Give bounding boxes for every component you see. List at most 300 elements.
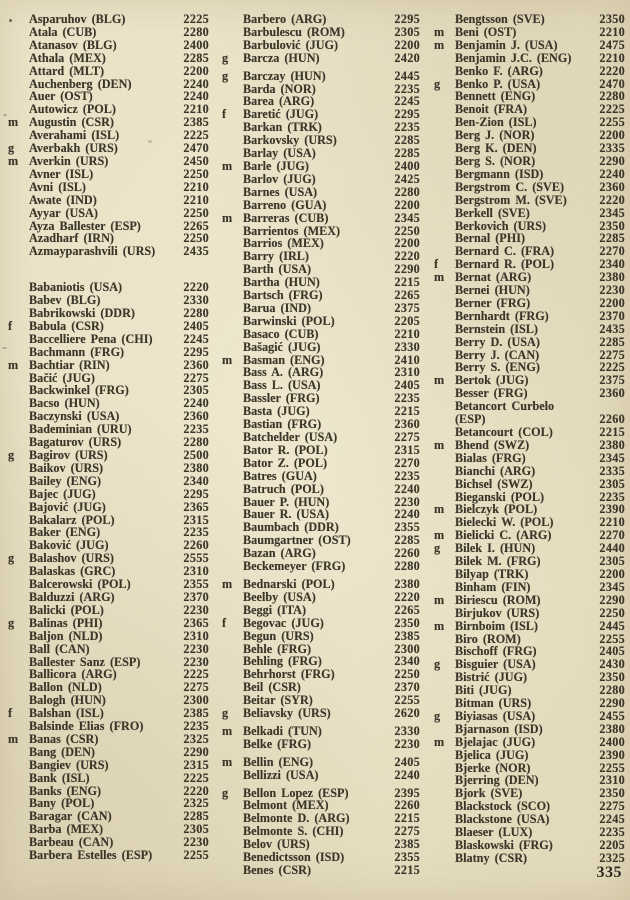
- player-rating: 2235: [183, 525, 209, 540]
- player-name: Ballester Sanz (ESP): [29, 654, 141, 669]
- player-name: Barth (USA): [243, 262, 312, 277]
- player-name: Belmonte S. (CHI): [243, 824, 344, 839]
- player-name: Berner (FRG): [455, 295, 531, 310]
- player-rating: 2300: [183, 693, 209, 708]
- player-rating: 2330: [394, 339, 420, 354]
- player-name: Basman (ENG): [243, 352, 325, 367]
- rating-row: [434, 52, 625, 65]
- rating-list-column-2: [222, 13, 420, 877]
- player-rating: 2245: [394, 94, 420, 109]
- rating-row: [222, 630, 420, 643]
- title-flag: g: [8, 551, 15, 566]
- title-flag: m: [434, 734, 445, 749]
- rating-list-column-3: [434, 13, 625, 865]
- player-name: Bakalarz (POL): [29, 512, 115, 527]
- player-name: Ballicora (ARG): [29, 667, 117, 682]
- player-rating: 2245: [183, 331, 209, 346]
- player-rating: 2345: [599, 579, 625, 594]
- rating-row: [222, 769, 420, 782]
- player-rating: 2210: [183, 179, 209, 194]
- player-rating: 2285: [394, 533, 420, 548]
- rating-row: [8, 604, 209, 617]
- player-name: Beitar (SYR): [243, 693, 313, 708]
- rating-row: [434, 568, 625, 581]
- player-rating: 2350: [394, 615, 420, 630]
- player-rating: 2285: [394, 133, 420, 148]
- player-name: Barbero (ARG): [243, 12, 327, 26]
- player-name: Baczynski (USA): [29, 409, 120, 424]
- player-name: Bator R. (POL): [243, 442, 328, 457]
- player-name: Bennett (ENG): [455, 89, 536, 104]
- player-rating: 2235: [183, 422, 209, 437]
- player-name: Bilyap (TRK): [455, 566, 529, 581]
- player-name: Bielecki W. (POL): [455, 515, 554, 530]
- player-name: Averbakh (URS): [29, 141, 118, 156]
- player-rating: 2425: [394, 171, 420, 186]
- player-name: Blaeser (LUX): [455, 825, 533, 840]
- scan-speck: [3, 114, 7, 116]
- player-name: Atanasov (BLG): [29, 37, 117, 52]
- player-name: Berg S. (NOR): [455, 153, 536, 168]
- player-rating: 2445: [394, 68, 420, 83]
- player-rating: 2285: [599, 231, 625, 246]
- player-name: Azadharf (IRN): [29, 231, 114, 246]
- title-flag: g: [434, 708, 441, 723]
- player-rating: 2290: [183, 744, 209, 759]
- player-rating: 2235: [599, 825, 625, 840]
- rating-row: [222, 212, 420, 225]
- player-name: Baljon (NLD): [29, 628, 103, 643]
- player-name: Birnboim (ISL): [455, 618, 538, 633]
- player-rating: 2290: [394, 262, 420, 277]
- player-name: Bhend (SWZ): [455, 437, 530, 452]
- player-name: Bergstrom M. (SVE): [455, 192, 567, 207]
- player-name: Batruch (POL): [243, 481, 324, 496]
- player-name: Bademinian (URU): [29, 422, 132, 437]
- player-rating: 2325: [183, 731, 209, 746]
- player-rating: 2290: [599, 153, 625, 168]
- player-rating: 2365: [183, 499, 209, 514]
- player-rating: 2345: [599, 205, 625, 220]
- rating-row: [434, 697, 625, 710]
- player-rating: 2270: [394, 455, 420, 470]
- player-name: Bastian (FRG): [243, 417, 322, 432]
- player-name: Barkan (TRK): [243, 120, 322, 135]
- player-rating: 2310: [599, 773, 625, 788]
- player-name: Barba (MEX): [29, 822, 104, 837]
- title-flag: g: [222, 706, 229, 721]
- rating-row: [434, 852, 625, 865]
- player-rating: 2285: [183, 50, 209, 65]
- rating-row: [434, 336, 625, 349]
- title-flag: m: [434, 270, 445, 285]
- player-rating: 2270: [599, 244, 625, 259]
- rating-row: [434, 323, 625, 336]
- player-rating: 2220: [599, 63, 625, 78]
- player-name: Bernard R. (POL): [455, 257, 555, 272]
- title-flag: f: [222, 107, 227, 122]
- player-name: Babrikowski (DDR): [29, 306, 135, 321]
- player-name: Barlay (USA): [243, 146, 316, 161]
- player-name: Berg K. (DEN): [455, 141, 537, 156]
- player-rating: 2215: [394, 863, 420, 877]
- rating-row: [434, 65, 625, 78]
- player-name: Beckemeyer (FRG): [243, 559, 346, 574]
- player-name: Blaskowski (FRG): [455, 838, 553, 852]
- player-name: Barkovsky (URS): [243, 133, 337, 148]
- player-rating: 2360: [183, 409, 209, 424]
- rating-row: [434, 594, 625, 607]
- player-rating: 2380: [183, 460, 209, 475]
- rating-row: [8, 462, 209, 475]
- player-rating: 2380: [394, 576, 420, 591]
- player-rating: 2215: [394, 404, 420, 419]
- rating-row: [222, 738, 420, 751]
- player-name: Betancourt (COL): [455, 425, 553, 439]
- player-rating: 2240: [183, 89, 209, 104]
- player-rating: 2345: [394, 210, 420, 225]
- player-rating: 2385: [394, 628, 420, 643]
- player-name: Biti (JUG): [455, 683, 512, 698]
- player-name: Bianchi (ARG): [455, 463, 536, 478]
- player-rating: 2360: [183, 357, 209, 372]
- player-name: Barczay (HUN): [243, 68, 326, 83]
- title-flag: f: [222, 615, 227, 630]
- player-name: Bellon Lopez (ESP): [243, 785, 349, 800]
- player-name: Bagaturov (URS): [29, 435, 122, 450]
- rating-row: [8, 772, 209, 785]
- rating-row: [222, 52, 420, 65]
- player-rating: 2225: [599, 102, 625, 117]
- rating-row: [8, 591, 209, 604]
- player-rating: 2240: [394, 767, 420, 782]
- player-rating: 2240: [183, 76, 209, 91]
- player-rating: 2265: [394, 602, 420, 617]
- rating-row: [222, 186, 420, 199]
- player-rating: 2330: [183, 293, 209, 308]
- rating-row: [222, 160, 420, 173]
- player-rating: 2280: [183, 24, 209, 39]
- player-rating: 2285: [394, 146, 420, 161]
- title-flag: m: [434, 502, 445, 517]
- player-name: Asparuhov (BLG): [29, 12, 126, 26]
- player-rating: 2360: [599, 179, 625, 194]
- rating-row: [8, 245, 209, 258]
- rating-row: [222, 457, 420, 470]
- rating-row: [222, 483, 420, 496]
- player-rating: 2340: [183, 473, 209, 488]
- player-rating: 2235: [394, 81, 420, 96]
- rating-row: [222, 328, 420, 341]
- player-rating: 2275: [599, 799, 625, 814]
- player-name: Betancort Curbelo: [455, 399, 555, 414]
- player-rating: 2400: [183, 37, 209, 52]
- title-flag: m: [222, 352, 233, 367]
- player-rating: 2230: [183, 835, 209, 850]
- title-flag: m: [434, 24, 445, 39]
- player-rating: 2295: [183, 344, 209, 359]
- player-name: Batchelder (USA): [243, 430, 338, 444]
- player-rating: 2205: [394, 313, 420, 328]
- title-flag: m: [434, 528, 445, 543]
- title-flag: f: [8, 706, 13, 721]
- title-flag: m: [8, 357, 19, 372]
- player-rating: 2285: [599, 334, 625, 349]
- player-rating: 2250: [183, 231, 209, 246]
- rating-row: [434, 310, 625, 323]
- player-rating: 2250: [599, 605, 625, 620]
- rating-row: [434, 607, 625, 620]
- player-name: Balsinde Elias (FRO): [29, 719, 144, 734]
- player-rating: 2280: [394, 559, 420, 574]
- player-rating: 2300: [394, 641, 420, 656]
- player-rating: 2230: [599, 283, 625, 298]
- player-name: Bischoff (FRG): [455, 644, 537, 659]
- player-name: Atala (CUB): [29, 24, 97, 39]
- player-rating: 2235: [394, 120, 420, 135]
- player-rating: 2255: [394, 693, 420, 708]
- rating-row: [222, 578, 420, 591]
- rating-row: [222, 26, 420, 39]
- player-name: Bjelajac (JUG): [455, 734, 536, 749]
- player-rating: 2375: [394, 300, 420, 315]
- player-name: Bjerring (DEN): [455, 773, 539, 788]
- player-name: Babula (CSR): [29, 318, 104, 333]
- player-name: Balashov (URS): [29, 551, 114, 566]
- player-name: Bertok (JUG): [455, 373, 529, 388]
- player-rating: 2280: [394, 184, 420, 199]
- title-flag: g: [8, 615, 15, 630]
- player-rating: 2280: [599, 89, 625, 104]
- player-rating: 2430: [599, 657, 625, 672]
- player-name: Benes (CSR): [243, 863, 312, 877]
- player-name: Blackstock (SCO): [455, 799, 551, 814]
- player-name: Ben-Zion (ISL): [455, 115, 537, 130]
- player-name: Bjerke (NOR): [455, 760, 531, 775]
- player-rating: 2235: [394, 468, 420, 483]
- player-rating: 2360: [394, 417, 420, 432]
- player-name: Barbulović (JUG): [243, 37, 339, 52]
- player-name: Batres (GUA): [243, 468, 317, 483]
- player-name: Bank (ISL): [29, 770, 90, 785]
- player-name: Balaskas (GRC): [29, 564, 116, 579]
- player-rating: 2245: [599, 812, 625, 827]
- player-rating: 2260: [183, 538, 209, 553]
- player-name: Barda (NOR): [243, 81, 316, 96]
- player-name: Bernal (PHI): [455, 231, 526, 246]
- rating-row: [222, 707, 420, 720]
- player-name: Beliavsky (URS): [243, 706, 331, 721]
- player-rating: 2445: [599, 618, 625, 633]
- player-name: Barea (ARG): [243, 94, 315, 109]
- player-rating: 2310: [183, 628, 209, 643]
- player-name: Banas (CSR): [29, 731, 99, 746]
- player-name: Barbera Estelles (ESP): [29, 848, 153, 863]
- player-name: Attard (MLT): [29, 63, 105, 78]
- rating-row: [8, 488, 209, 501]
- player-name: Auer (OST): [29, 89, 93, 104]
- player-rating: 2215: [394, 275, 420, 290]
- player-rating: 2210: [394, 326, 420, 341]
- player-rating: 2355: [394, 850, 420, 865]
- scan-speck: [2, 347, 7, 349]
- player-name: Banks (ENG): [29, 783, 102, 798]
- player-rating: 2255: [183, 848, 209, 863]
- player-name: Berry J. (CAN): [455, 347, 540, 362]
- list-group: [222, 578, 420, 720]
- title-flag: g: [8, 448, 15, 462]
- player-name: Baragar (CAN): [29, 809, 112, 824]
- rating-row: [434, 581, 625, 594]
- player-rating: 2205: [599, 838, 625, 852]
- player-name: Balinas (PHI): [29, 615, 103, 630]
- rating-row: [434, 723, 625, 736]
- player-rating: 2380: [599, 721, 625, 736]
- player-rating: 2200: [394, 236, 420, 251]
- player-name: Benjamin J. (USA): [455, 37, 558, 52]
- list-group: [222, 787, 420, 877]
- title-flag: g: [434, 76, 441, 91]
- player-name: Ayyar (USA): [29, 205, 98, 220]
- rating-row: [8, 333, 209, 346]
- player-rating: 2475: [599, 37, 625, 52]
- player-name: Bisguier (USA): [455, 657, 536, 672]
- player-name: Beil (CSR): [243, 680, 301, 695]
- player-name: Barry (IRL): [243, 249, 309, 264]
- rating-row: [8, 52, 209, 65]
- title-flag: m: [434, 618, 445, 633]
- player-rating: 2500: [183, 448, 209, 462]
- player-name: Belmonte D. (ARG): [243, 811, 350, 826]
- player-name: Bengtsson (SVE): [455, 12, 545, 26]
- rating-row: [8, 501, 209, 514]
- player-name: Bachmann (FRG): [29, 344, 125, 359]
- rating-row: [222, 864, 420, 877]
- rating-row: [8, 207, 209, 220]
- rating-row: [434, 39, 625, 52]
- player-name: Behling (FRG): [243, 654, 322, 669]
- title-flag: f: [8, 318, 13, 333]
- player-name: Balduzzi (ARG): [29, 589, 115, 604]
- player-rating: 2290: [599, 592, 625, 607]
- player-rating: 2225: [183, 667, 209, 682]
- player-name: Balogh (HUN): [29, 693, 106, 708]
- rating-row: [222, 470, 420, 483]
- player-rating: 2230: [183, 602, 209, 617]
- player-rating: 2405: [183, 318, 209, 333]
- rating-row: [222, 289, 420, 302]
- player-rating: 2325: [599, 850, 625, 865]
- player-name: Bassler (FRG): [243, 391, 320, 406]
- player-name: Bialas (FRG): [455, 450, 526, 465]
- player-rating: 2330: [394, 723, 420, 738]
- player-rating: 2385: [183, 706, 209, 721]
- player-name: Basta (JUG): [243, 404, 310, 419]
- player-name: Bator Z. (POL): [243, 455, 328, 470]
- player-name: Bellin (ENG): [243, 754, 314, 769]
- title-flag: g: [434, 541, 441, 556]
- rating-row: [434, 297, 625, 310]
- player-name: Bailey (ENG): [29, 473, 102, 488]
- rating-row: [434, 284, 625, 297]
- rating-row: [8, 39, 209, 52]
- player-name: Benoit (FRA): [455, 102, 528, 117]
- player-rating: 2440: [599, 541, 625, 556]
- player-name: Baretić (JUG): [243, 107, 319, 122]
- rating-row: [222, 13, 420, 26]
- player-name: Bany (POL): [29, 796, 95, 811]
- player-name: Barnes (USA): [243, 184, 318, 199]
- player-name: Baccelliere Pena (CHI): [29, 331, 153, 346]
- player-rating: 2275: [394, 824, 420, 839]
- title-flag: f: [434, 257, 439, 272]
- player-name: Beni (OST): [455, 24, 517, 39]
- player-rating: 2470: [599, 76, 625, 91]
- player-rating: 2345: [599, 450, 625, 465]
- rating-row: [222, 444, 420, 457]
- rating-row: [8, 65, 209, 78]
- title-flag: m: [222, 210, 233, 225]
- rating-row: [434, 736, 625, 749]
- player-rating: 2240: [599, 166, 625, 181]
- player-rating: 2275: [183, 680, 209, 695]
- rating-row: [434, 620, 625, 633]
- rating-row: [222, 39, 420, 52]
- player-rating: 2470: [183, 141, 209, 156]
- player-name: Augustin (CSR): [29, 115, 114, 130]
- player-name: Azmayparashvili (URS): [29, 244, 156, 259]
- player-rating: 2340: [599, 257, 625, 272]
- player-name: Barwinski (POL): [243, 313, 335, 328]
- player-name: Benjamin J.C. (ENG): [455, 50, 572, 65]
- player-name: Bilek I. (HUN): [455, 541, 536, 556]
- title-flag: m: [8, 115, 19, 130]
- player-name: Berkell (SVE): [455, 205, 530, 220]
- player-rating: 2240: [394, 481, 420, 496]
- player-name: Begovac (JUG): [243, 615, 324, 630]
- player-rating: 2375: [599, 373, 625, 388]
- rating-row: [222, 315, 420, 328]
- player-name: Bellizzi (USA): [243, 767, 319, 782]
- player-name: Barlov (JUG): [243, 171, 316, 186]
- player-name: Bichsel (SWZ): [455, 476, 533, 491]
- player-name: Barle (JUG): [243, 158, 309, 173]
- player-name: Bednarski (POL): [243, 576, 335, 591]
- player-name: Bieganski (POL): [455, 489, 545, 504]
- rating-row: [8, 643, 209, 656]
- player-rating: 2315: [183, 512, 209, 527]
- player-name: Bernard C. (FRA): [455, 244, 555, 259]
- list-group: [8, 13, 209, 258]
- player-rating: 2400: [394, 158, 420, 173]
- player-rating: 2350: [599, 12, 625, 26]
- rating-list-column-1: [8, 13, 209, 862]
- player-rating: 2280: [599, 683, 625, 698]
- player-rating: 2270: [599, 528, 625, 543]
- rating-row: [8, 733, 209, 746]
- player-rating: 2230: [394, 494, 420, 509]
- rating-row: [434, 207, 625, 220]
- player-name: Ayza Ballester (ESP): [29, 218, 141, 233]
- title-flag: g: [222, 50, 229, 65]
- list-group: [434, 13, 625, 865]
- player-rating: 2250: [183, 166, 209, 181]
- player-rating: 2405: [394, 754, 420, 769]
- player-name: Barcza (HUN): [243, 50, 320, 65]
- player-rating: 2350: [599, 218, 625, 233]
- player-name: Berry S. (ENG): [455, 360, 540, 375]
- player-rating: 2340: [394, 654, 420, 669]
